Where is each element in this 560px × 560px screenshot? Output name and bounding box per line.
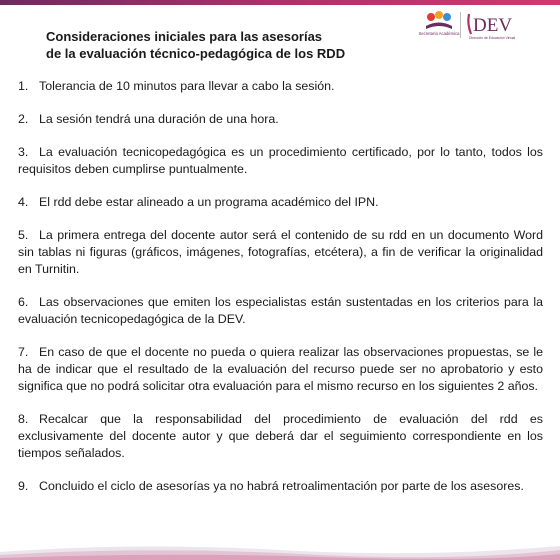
top-accent-bar bbox=[0, 0, 560, 5]
list-item bbox=[18, 144, 543, 178]
dev-logo bbox=[465, 10, 531, 42]
list-item bbox=[18, 294, 543, 328]
list-item bbox=[18, 227, 543, 278]
list-item bbox=[18, 78, 543, 95]
list-item-number: 4. bbox=[18, 195, 29, 209]
list-item-text: Tolerancia de 10 minutos para llevar a cabo la sesión. bbox=[39, 79, 335, 93]
list-item-number: 6. bbox=[18, 295, 29, 309]
list-item-text: Las observaciones que emiten los especialistas están sustentadas en los criterios para la evaluación tecnicopedagógica de la DEV. bbox=[18, 295, 543, 326]
page-title-line-1: Consideraciones iniciales para las asesorías bbox=[46, 29, 323, 44]
list-item-text: Recalcar que la responsabilidad del procedimiento de evaluación del rdd es exclusivamente del docente autor y que deberá dar el seguimiento correspondiente en los tiempos señalados. bbox=[18, 412, 543, 460]
list-item-text: Concluido el ciclo de asesorías ya no habrá retroalimentación por parte de los asesores. bbox=[39, 479, 524, 493]
list-item bbox=[18, 194, 543, 211]
page-title-line-2: de la evaluación técnico-pedagógica de los RDD bbox=[46, 46, 346, 61]
list-item-text: La evaluación tecnicopedagógica es un procedimiento certificado, por lo tanto, todos los requisitos deben cumplirse puntualmente. bbox=[18, 145, 543, 176]
list-item-text: La primera entrega del docente autor será el contenido de su rdd en un documento Word sin tablas ni figuras (gráficos, imágenes, fotografías, etcétera), a fin de verificar la originalidad en Turnitin. bbox=[18, 228, 543, 276]
dev-logo-subtext: Dirección de Educación Virtual bbox=[469, 36, 516, 40]
secretaria-academica-logo-text: Secretaría Académica bbox=[418, 31, 460, 36]
bottom-decorative-wave bbox=[0, 512, 560, 560]
dev-logo-text: DEV bbox=[473, 15, 513, 36]
list-item-number: 1. bbox=[18, 79, 29, 93]
list-item-number: 5. bbox=[18, 228, 29, 242]
list-item-number: 3. bbox=[18, 145, 29, 159]
logo-divider bbox=[460, 12, 461, 38]
list-item-number: 8. bbox=[18, 412, 29, 426]
list-item bbox=[18, 344, 543, 395]
logo-group bbox=[420, 10, 532, 42]
list-item bbox=[18, 111, 543, 128]
list-item-number: 9. bbox=[18, 479, 29, 493]
list-item-text: En caso de que el docente no pueda o quiera realizar las observaciones propuestas, se le ha de indicar que el resultado de la evaluación del recurso puede ser no aprobatorio y esto significa que no podrá solicitar otra evaluación para el mismo recurso en los siguientes 2 años. bbox=[18, 345, 543, 393]
page-header bbox=[46, 28, 406, 62]
secretaria-academica-logo bbox=[418, 10, 460, 42]
list-item bbox=[18, 411, 543, 462]
list-item-text: La sesión tendrá una duración de una hora. bbox=[39, 112, 279, 126]
list-item-number: 7. bbox=[18, 345, 29, 359]
list-item-number: 2. bbox=[18, 112, 29, 126]
list-item-text: El rdd debe estar alineado a un programa académico del IPN. bbox=[39, 195, 379, 209]
considerations-list bbox=[18, 78, 543, 511]
list-item bbox=[18, 478, 543, 495]
